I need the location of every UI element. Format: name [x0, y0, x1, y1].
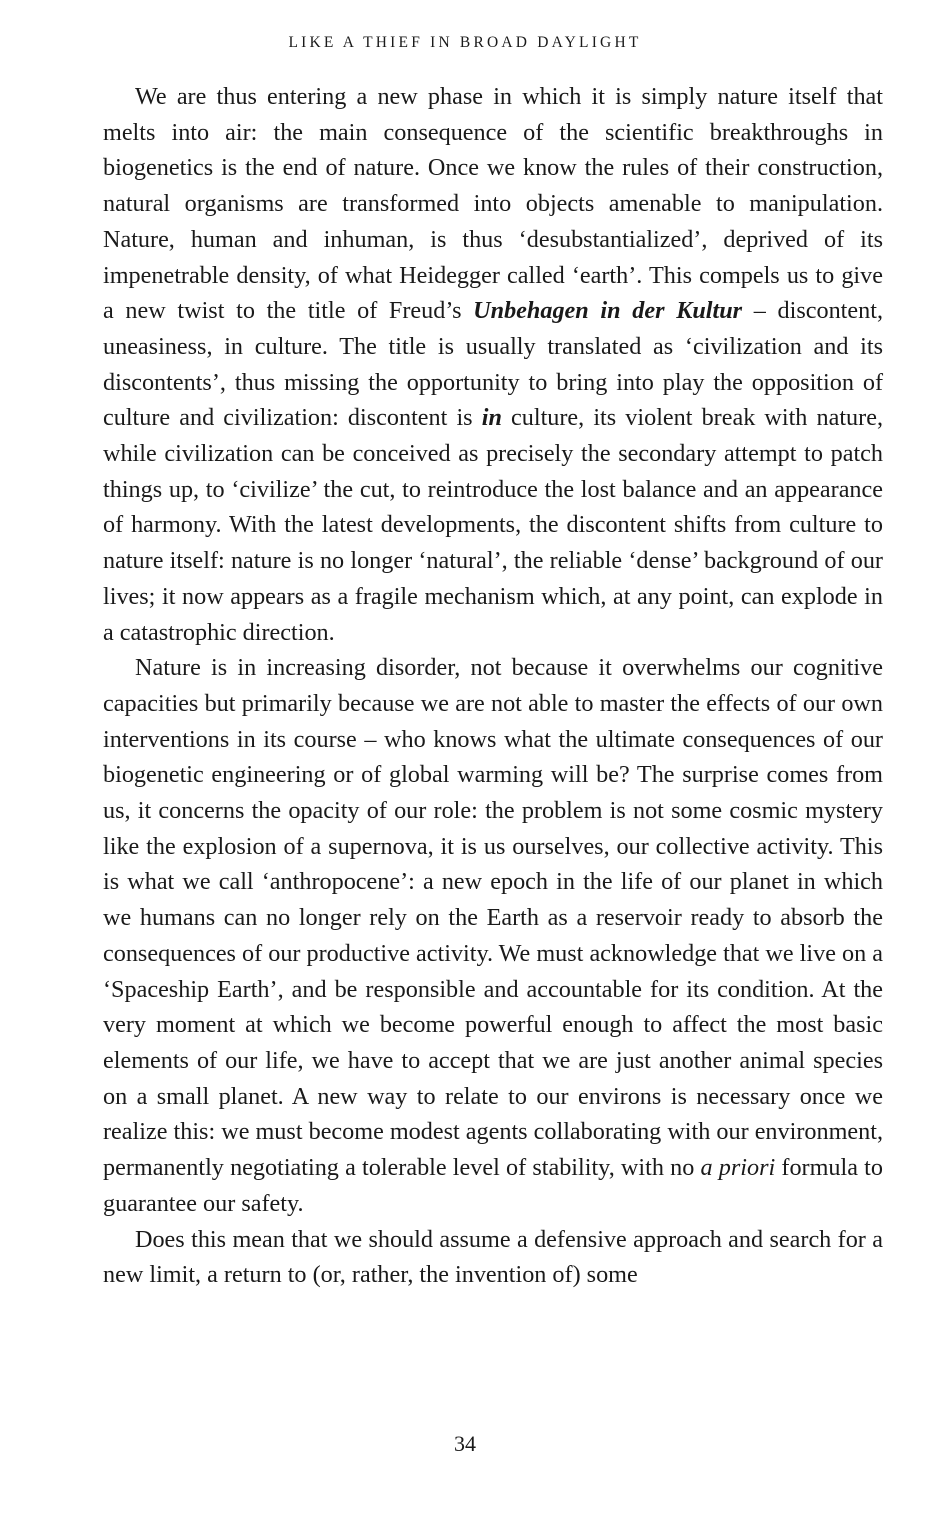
running-head: LIKE A THIEF IN BROAD DAYLIGHT [288, 34, 642, 51]
page-number: 34 [454, 1431, 476, 1456]
text-run: Does this mean that we should assume a defensive approach and search for a new limit, a return to (or, rather, the invention of) some [103, 1225, 883, 1289]
text-run: – discontent, uneasiness, in culture. The title is usually translated as ‘civilization and its discontents’, thus missing the opportunity to bring into play the opposition of culture and civilization: discontent is [103, 297, 883, 432]
italic-emphasis: in [481, 404, 502, 432]
italic-phrase: a priori [700, 1154, 776, 1182]
paragraph-3 [103, 1222, 883, 1293]
text-run: We are thus entering a new phase in which it is simply nature itself that melts into air: the main consequence of the scientific breakthroughs in biogenetics is the end of nature. Once we know the rules of their construction, natural organisms are transformed into objects amenable to manipulation. Nature, human and inhuman, is thus ‘desubstantialized’, deprived of its impenetrable density, of what Heidegger called ‘earth’. This compels us to give a new twist to the title of Freud’s [103, 83, 883, 325]
text-run: Nature is in increasing disorder, not because it overwhelms our cognitive capacities but primarily because we are not able to master the effects of our own interventions in its course – who knows what the ultimate consequences of our biogenetic engineering or of global warming will be? The surprise comes from us, it concerns the opacity of our role: the problem is not some cosmic mystery like the explosion of a supernova, it is us ourselves, our collective activity. This is what we call ‘anthropocene’: a new epoch in the life of our planet in which we humans can no longer rely on the Earth as a reservoir ready to absorb the consequences of our productive activity. We must acknowledge that we live on a ‘Spaceship Earth’, and be responsible and accountable for its condition. At the very moment at which we become powerful enough to affect the most basic elements of our life, we have to accept that we are just another animal species on a small planet. A new way to relate to our environs is necessary once we realize this: we must become modest agents collaborating with our environment, permanently negotiating a tolerable level of stability, with no [103, 654, 883, 1182]
paragraph-1 [103, 79, 883, 650]
text-run: culture, its violent break with nature, while civilization can be conceived as precisely the secondary attempt to patch things up, to ‘civilize’ the cut, to reintroduce the lost balance and an appearance of harmony. With the latest developments, the discontent shifts from culture to nature itself: nature is no longer ‘natural’, the reliable ‘dense’ background of our lives; it now appears as a fragile mechanism which, at any point, can explode in a catastrophic direction. [103, 404, 883, 646]
paragraph-2 [103, 650, 883, 1221]
body-text [103, 79, 883, 1293]
italic-title: Unbehagen in der Kultur [473, 297, 743, 325]
text-run: formula to guarantee our safety. [103, 1154, 883, 1217]
